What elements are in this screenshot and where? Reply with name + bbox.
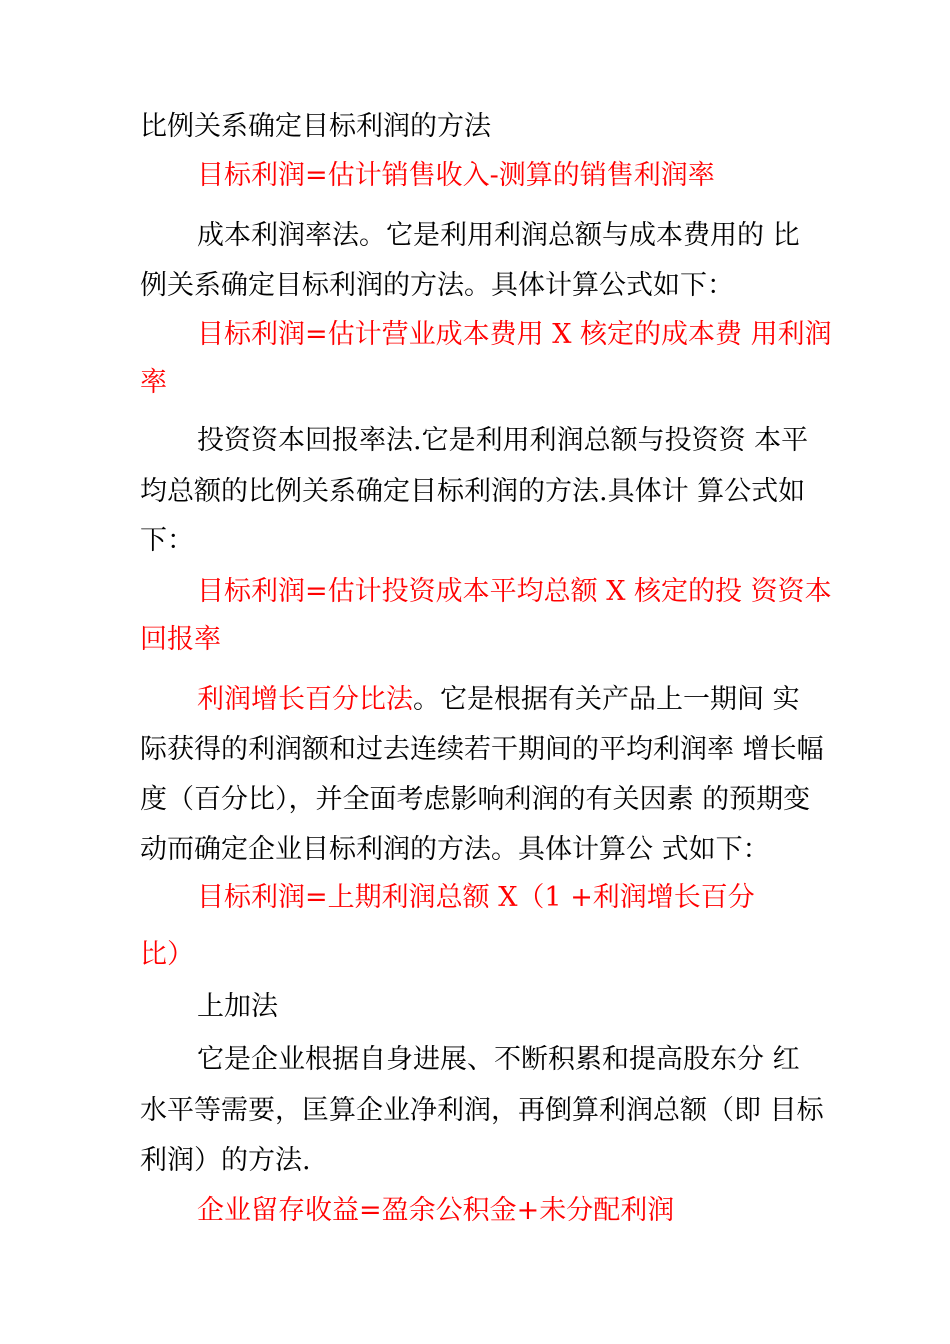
text-line bbox=[197, 686, 800, 713]
text-line: 际获得的利润额和过去连续若干期间的平均利润率 增长幅 bbox=[140, 734, 824, 765]
text-line: 动而确定企业目标利润的方法。具体计算公 式如下： bbox=[140, 834, 770, 865]
formula-line: 目标利润=估计营业成本费用 X 核定的成本费 用利润 bbox=[197, 319, 832, 350]
text-line: 水平等需要，匡算企业净利润，再倒算利润总额（即 目标 bbox=[140, 1095, 824, 1126]
formula-line: 率 bbox=[140, 367, 167, 398]
method-name: 利润增长百分比法 bbox=[197, 684, 413, 715]
text-line: 例关系确定目标利润的方法。具体计算公式如下： bbox=[140, 270, 734, 301]
text-line: 它是企业根据自身进展、不断积累和提高股东分 红 bbox=[197, 1044, 800, 1075]
formula-line: 目标利润=估计销售收入-测算的销售利润率 bbox=[197, 160, 715, 191]
text-line: 均总额的比例关系确定目标利润的方法.具体计 算公式如 bbox=[140, 476, 806, 507]
formula-line: 回报率 bbox=[140, 624, 221, 655]
text-line: 度（百分比），并全面考虑影响利润的有关因素 的预期变 bbox=[140, 784, 811, 815]
method-description: 。它是根据有关产品上一期间 实 bbox=[413, 684, 800, 715]
text-line: 比例关系确定目标利润的方法 bbox=[140, 111, 491, 142]
text-line: 利润）的方法. bbox=[140, 1145, 311, 1176]
section-heading: 上加法 bbox=[197, 991, 278, 1022]
formula-line: 企业留存收益=盈余公积金+未分配利润 bbox=[197, 1195, 675, 1226]
formula-line: 目标利润=上期利润总额 X（1 +利润增长百分 bbox=[197, 882, 755, 913]
text-line: 成本利润率法。它是利用利润总额与成本费用的 比 bbox=[197, 220, 800, 251]
formula-line: 目标利润=估计投资成本平均总额 X 核定的投 资资本 bbox=[197, 576, 832, 607]
text-line: 下： bbox=[140, 525, 194, 556]
text-line: 投资资本回报率法.它是利用利润总额与投资资 本平 bbox=[197, 425, 809, 456]
formula-line: 比） bbox=[140, 939, 194, 970]
